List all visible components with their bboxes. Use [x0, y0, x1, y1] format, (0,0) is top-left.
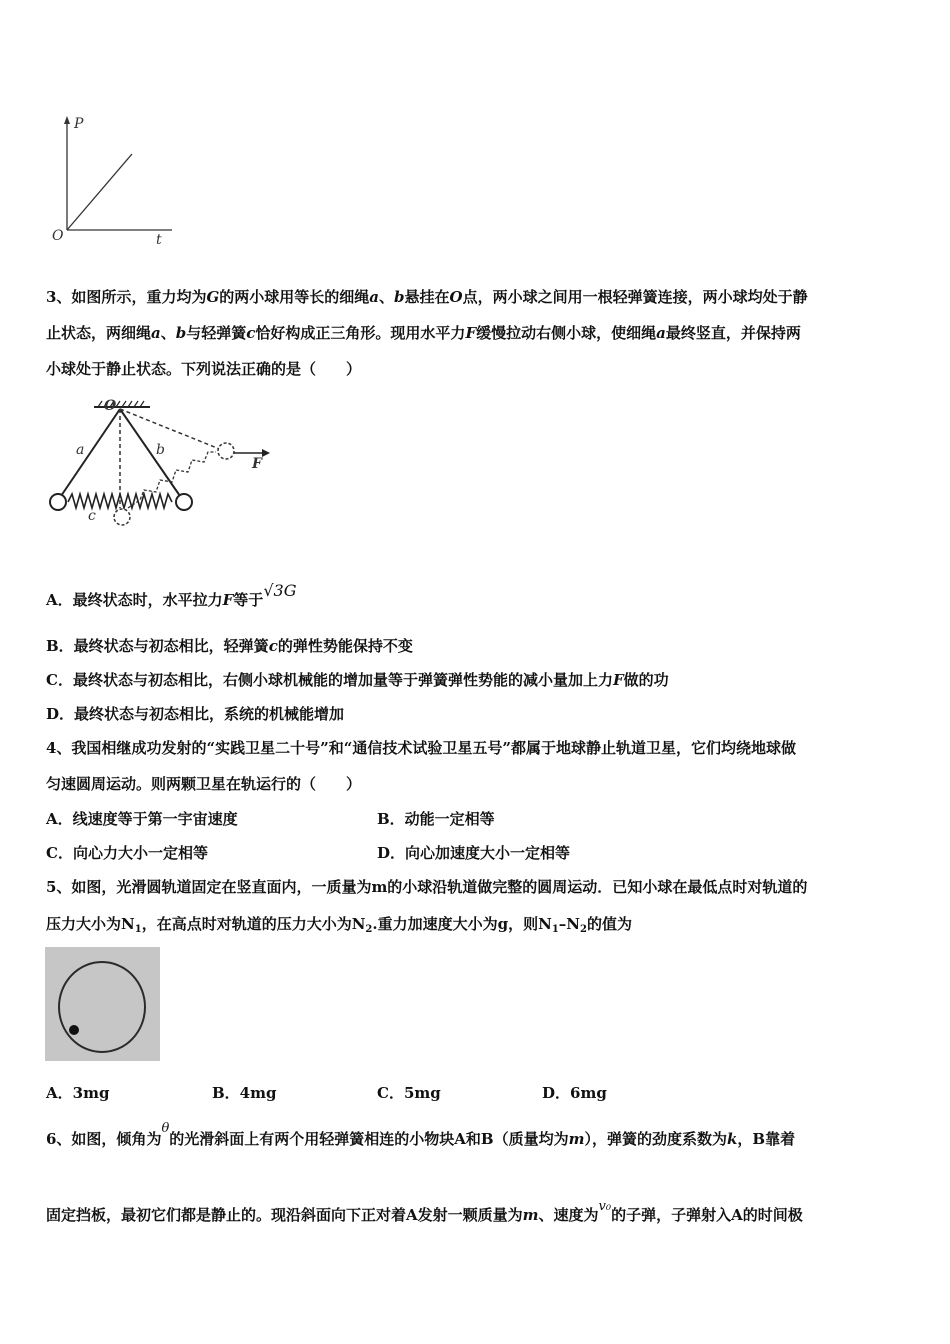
sqrt3g-math: √3G	[263, 581, 297, 600]
graph-origin-label: O	[52, 228, 64, 244]
q5-option-a[interactable]: A．3mg	[46, 1084, 110, 1102]
theta-symbol: θ	[161, 1121, 170, 1136]
q3-fig-label-o: O	[104, 398, 117, 414]
q3-figure-drawing	[44, 398, 284, 538]
q4-option-c[interactable]: C．向心力大小一定相等	[46, 844, 208, 862]
q4-option-b[interactable]: B．动能一定相等	[377, 810, 495, 828]
q5-line1: 5、如图，光滑圆轨道固定在竖直面内，一质量为m的小球沿轨道做完整的圆周运动．已知小球在最低点时对轨道的	[46, 878, 808, 896]
q5-option-d[interactable]: D．6mg	[542, 1084, 607, 1102]
q5-ball	[69, 1025, 79, 1035]
q3-fig-label-a: a	[76, 442, 85, 458]
q3-option-c[interactable]: C．最终状态与初态相比，右侧小球机械能的增加量等于弹簧弹性势能的减小量加上力F做的功	[46, 671, 669, 689]
q3-fig-label-f: F	[252, 456, 262, 472]
q5-line2: 压力大小为$N_1$，在高点时对轨道的压力大小为$N_2$.重力加速度大小为g，则$N_1-N_2$的值为	[46, 915, 632, 935]
graph-y-label: P	[74, 116, 84, 132]
q3-option-b[interactable]: B．最终状态与初态相比，轻弹簧c的弹性势能保持不变	[46, 637, 413, 655]
q6-line1: 6、如图，倾角为θ的光滑斜面上有两个用轻弹簧相连的小物块A和B（质量均为m），弹簧的劲度系数为k，B靠着	[46, 1121, 796, 1148]
q3-line1: 3、如图所示，重力均为G的两小球用等长的细绳a、b悬挂在O点，两小球之间用一根轻弹簧连接，两小球均处于静	[46, 288, 808, 306]
q4-option-a[interactable]: A．线速度等于第一宇宙速度	[46, 810, 238, 828]
q5-option-c[interactable]: C．5mg	[377, 1084, 441, 1102]
q3-option-d[interactable]: D．最终状态与初态相比，系统的机械能增加	[46, 705, 345, 723]
q3-fig-label-b: b	[156, 442, 165, 458]
q3-figure	[44, 398, 284, 538]
q3-line3: 小球处于静止状态。下列说法正确的是（ ）	[46, 360, 362, 378]
v0-symbol: v₀	[598, 1199, 612, 1214]
q3-fig-label-c: c	[88, 508, 96, 524]
q4-line2: 匀速圆周运动。则两颗卫星在轨运行的（ ）	[46, 775, 362, 793]
q3-line2: 止状态，两细绳a、b与轻弹簧c恰好构成正三角形。现用水平力F缓慢拉动右侧小球，使细绳a最终竖直，并保持两	[46, 324, 801, 342]
q4-line1: 4、我国相继成功发射的“实践卫星二十号”和“通信技术试验卫星五号”都属于地球静止轨道卫星，它们均绕地球做	[46, 739, 796, 757]
graph-pt-axes	[50, 112, 180, 252]
q6-line2: 固定挡板，最初它们都是静止的。现沿斜面向下正对着A发射一颗质量为m、速度为v₀的子弹，子弹射入A的时间极	[46, 1199, 803, 1224]
q3-option-a[interactable]: A．最终状态时，水平拉力F等于√3G	[46, 581, 297, 609]
q4-option-d[interactable]: D．向心加速度大小一定相等	[377, 844, 571, 862]
q5-circle-track	[45, 947, 160, 1061]
graph-pt	[50, 112, 180, 252]
q5-figure	[45, 947, 160, 1061]
q5-option-b[interactable]: B．4mg	[212, 1084, 277, 1102]
graph-x-label: t	[156, 232, 162, 248]
